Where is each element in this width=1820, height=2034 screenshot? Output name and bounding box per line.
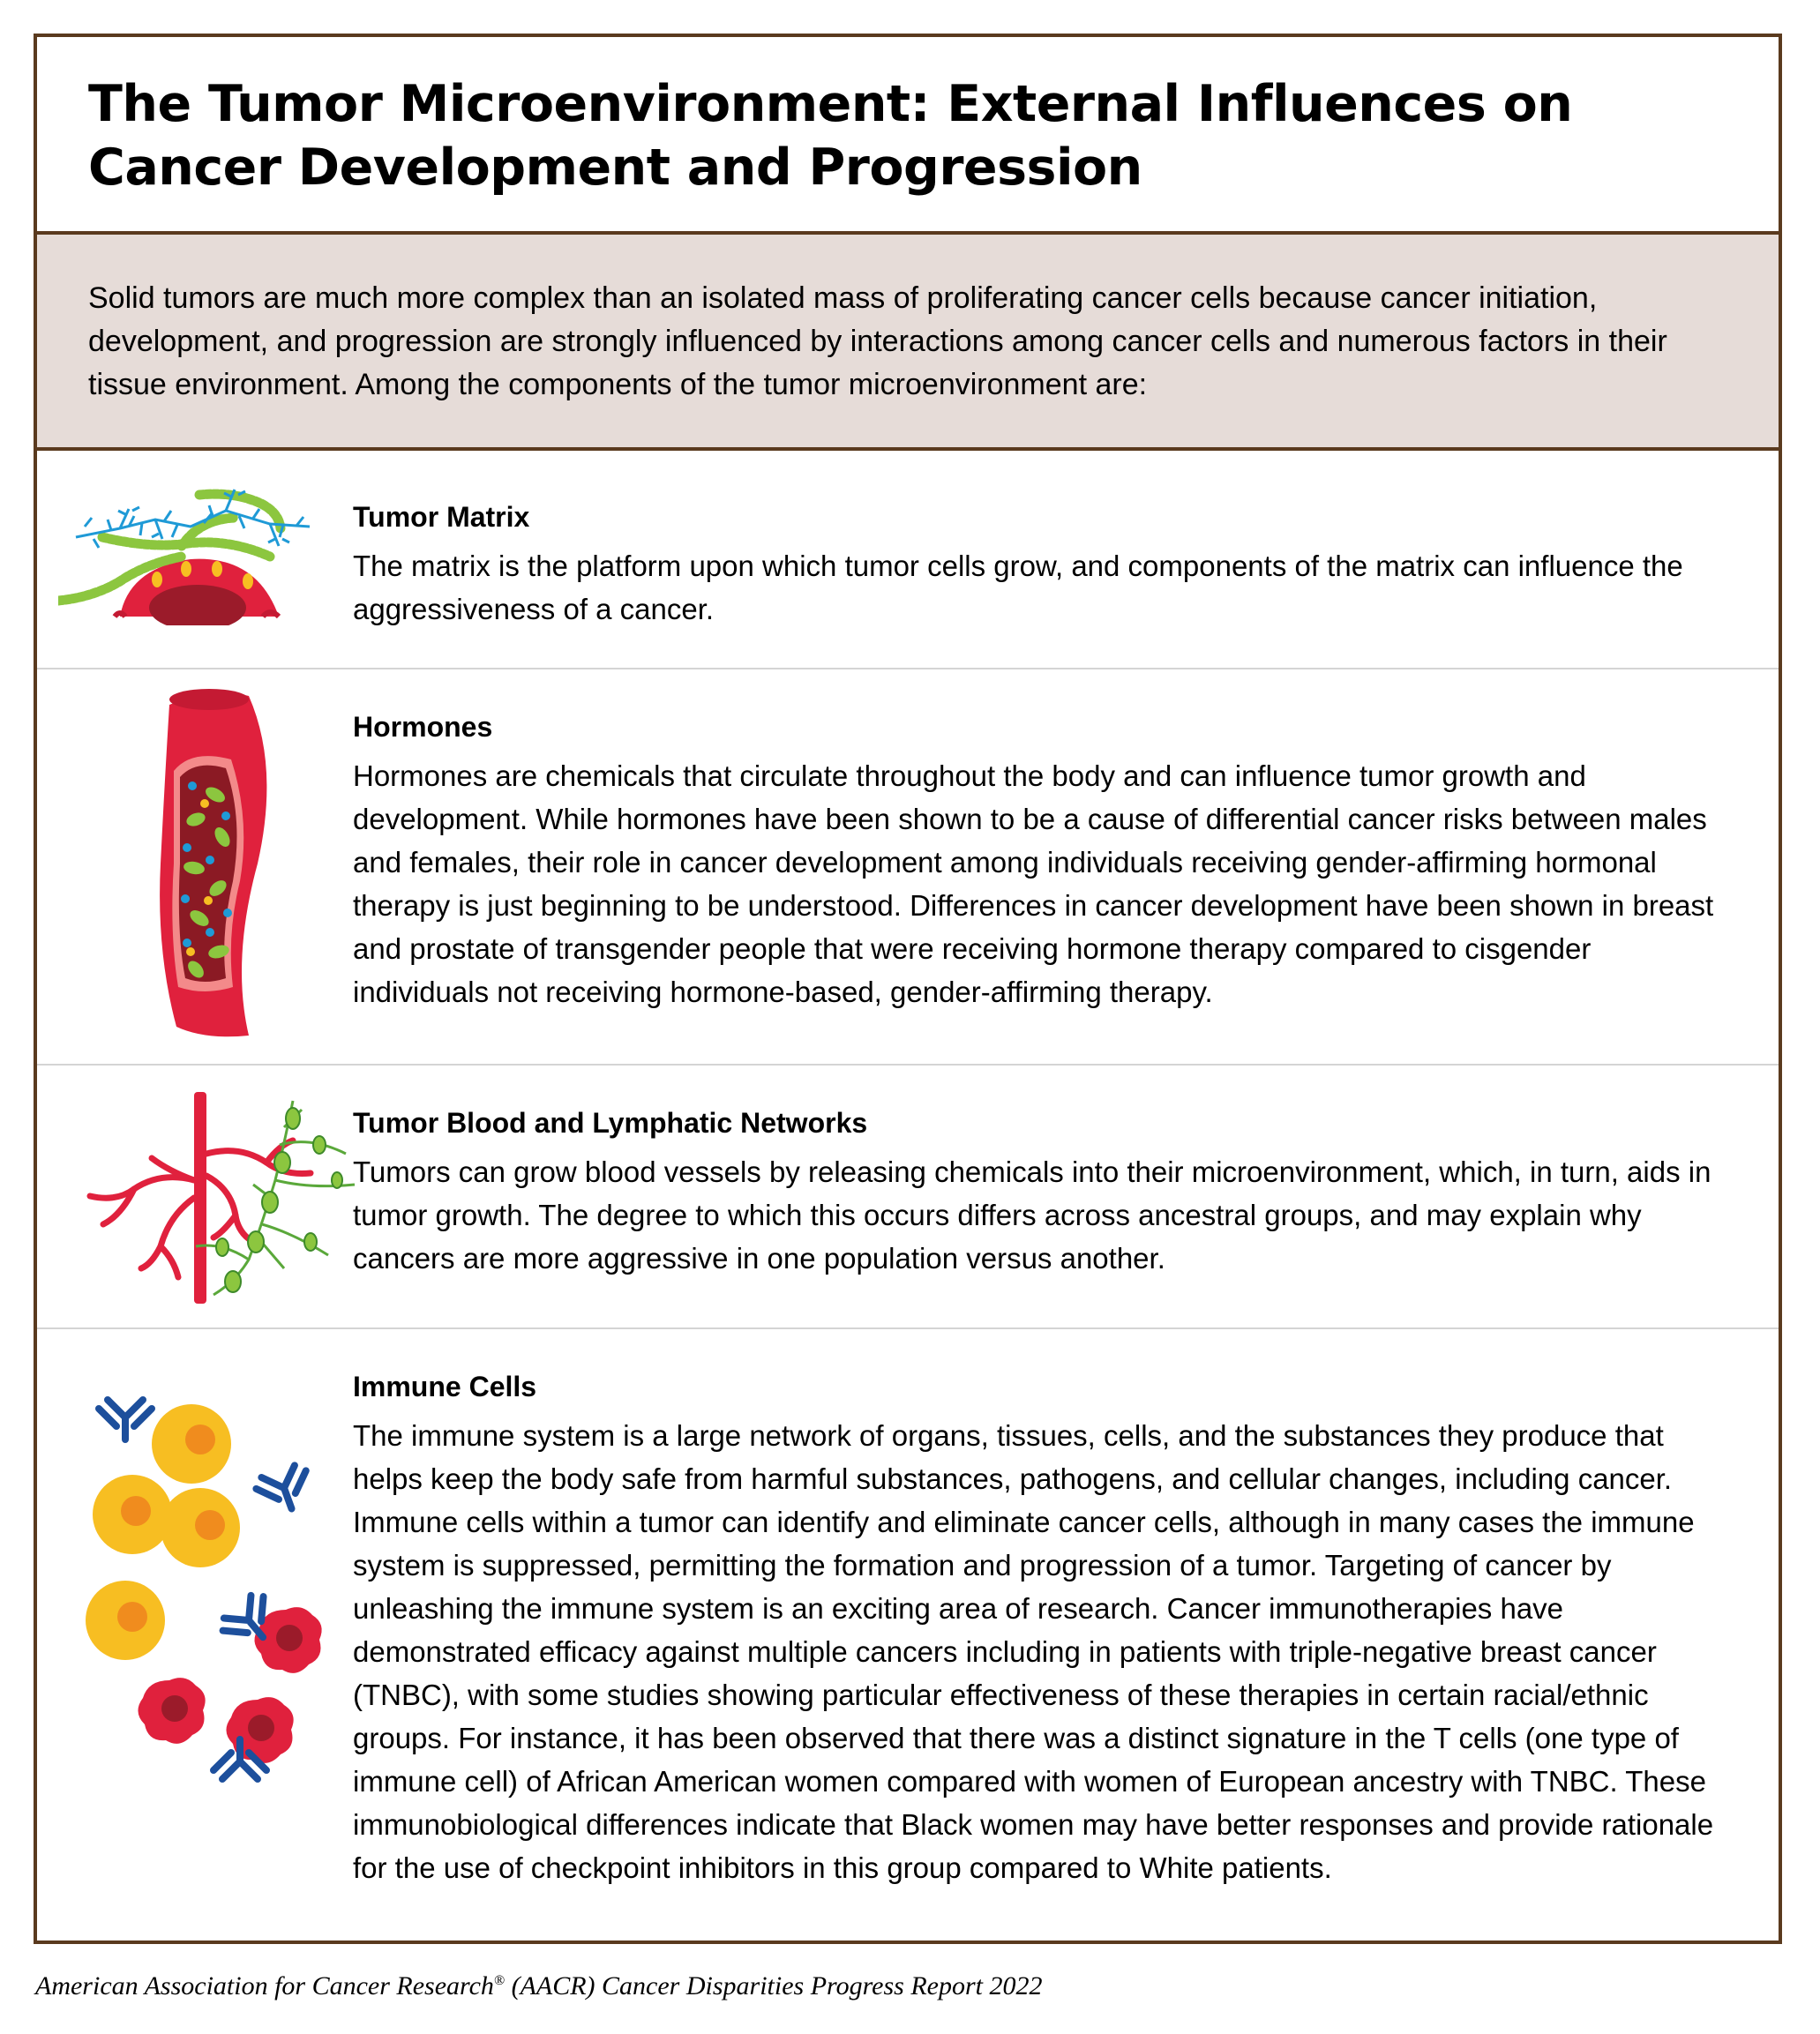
section-tumor-matrix-text (353, 497, 1733, 631)
section-heading: Tumor Blood and Lymphatic Networks (353, 1107, 868, 1139)
intro-box (37, 235, 1779, 451)
footer-org: American Association for Cancer Research (35, 1971, 494, 2000)
infographic-frame (34, 34, 1782, 1944)
registered-mark: ® (493, 1973, 506, 1988)
section-body: The matrix is the platform upon which tumor cells grow, and components of the matrix can influence the aggressiveness of a cancer. (353, 550, 1683, 625)
section-hormones-text (353, 707, 1733, 1013)
intro-text: Solid tumors are much more complex than an isolated mass of proliferating cancer cells because cancer initiation, development, and progression are strongly influenced by interactions among cancer cells and numerous factors in their tissue environment. Among the components of the tumor microenvironment are: (88, 281, 1667, 401)
section-immune-cells (37, 1329, 1779, 1946)
blood-vessel-icon (134, 687, 311, 1044)
title-box (37, 37, 1779, 235)
title-line-2: Cancer Development and Progression (88, 138, 1142, 197)
tumor-matrix-icon (58, 484, 323, 630)
section-body: Tumors can grow blood vessels by releasing chemicals into their microenvironment, which, in turn, aids in tumor growth. The degree to which this occurs differs across ancestral groups, and may explain why cancers are more aggressive in one population versus another. (353, 1155, 1711, 1275)
page-title (88, 72, 1727, 199)
title-line-1: The Tumor Microenvironment: External Influences on (88, 75, 1573, 133)
section-hormones (37, 669, 1779, 1066)
footer-citation (35, 1963, 1042, 2004)
section-body: The immune system is a large network of organs, tissues, cells, and the substances they produce that helps keep the body safe from harmful substances, pathogens, and cellular changes, including cancer. Immune cells within a tumor can identify and eliminate cancer cells, although in many cases the immune system is suppressed, permitting the formation and progression of a tumor. Targeting of cancer by unleashing the immune system is an exciting area of research. Cancer immunotherapies have demonstrated efficacy against multiple cancers including in patients with triple-negative breast cancer (TNBC), with some studies showing particular effectiveness of these therapies in certain racial/ethnic groups. For instance, it has been observed that there was a distinct signature in the T cells (one type of immune cell) of African American women compared with women of European ancestry with TNBC. These immunobiological differences indicate that Black women may have better responses and provide rationale for the use of checkpoint inhibitors in this group compared to White patients. (353, 1419, 1714, 1884)
section-body: Hormones are chemicals that circulate throughout the body and can influence tumor growth and development. While hormones have been shown to be a cause of differential cancer risks between males and females, their role in cancer development among individuals receiving gender-affirming hormonal therapy is just beginning to be understood. Differences in cancer development have been shown in breast and prostate of transgender people that were receiving hormone therapy compared to cisgender individuals not receiving hormone-based, gender-affirming therapy. (353, 759, 1714, 1008)
section-networks (37, 1066, 1779, 1329)
footer-report: (AACR) Cancer Disparities Progress Report 2022 (505, 1971, 1043, 2000)
section-heading: Hormones (353, 711, 493, 743)
section-heading: Tumor Matrix (353, 501, 530, 533)
immune-cells-icon (81, 1391, 346, 1801)
vascular-network-icon (81, 1092, 363, 1308)
section-immune-cells-text (353, 1366, 1733, 1889)
section-tumor-matrix (37, 451, 1779, 669)
section-heading: Immune Cells (353, 1371, 537, 1402)
section-networks-text (353, 1103, 1733, 1280)
